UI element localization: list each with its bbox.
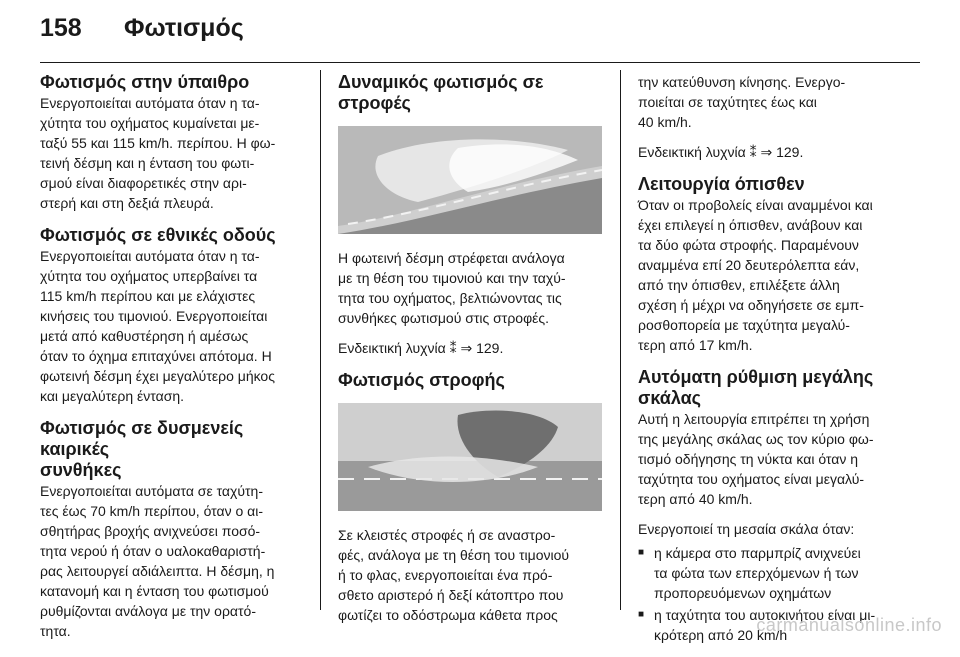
text-line: ταχύτητα του οχήματος είναι μεγαλύ- bbox=[638, 471, 865, 487]
arrow-icon: ⇒ bbox=[760, 144, 773, 160]
reference-text: Ενδεικτική λυχνία bbox=[338, 340, 446, 356]
cornering-light-illustration bbox=[338, 403, 602, 511]
column-1 bbox=[40, 72, 304, 653]
text-line: Ενεργοποιείται αυτόματα σε ταχύτη- bbox=[40, 483, 263, 499]
text-line: σθητήρας βροχής ανιχνεύσει ποσό- bbox=[40, 523, 261, 539]
text-line: φές, ανάλογα με τη θέση του τιμονιού bbox=[338, 547, 570, 563]
page-reference: 129. bbox=[776, 144, 804, 160]
section-heading bbox=[338, 72, 602, 114]
text-line: ροσθοπορεία με ταχύτητα μεγαλύ- bbox=[638, 317, 850, 333]
section-heading bbox=[638, 367, 902, 409]
indicator-lamp-icon: ⁑ bbox=[749, 144, 757, 160]
text-line: σμού είναι διαφορετικές στην αρι- bbox=[40, 175, 247, 191]
text-line: μετά από καθυστέρηση ή αμέσως bbox=[40, 328, 249, 344]
text-line: φωτίζει το οδόστρωμα κάθετα προς bbox=[338, 607, 558, 623]
section-reverse-function bbox=[638, 174, 902, 355]
section-cornering-continued bbox=[638, 72, 902, 162]
heading-line: σκάλας bbox=[638, 388, 702, 408]
section-heading: Λειτουργία όπισθεν bbox=[638, 174, 805, 194]
text-line: χύτητα του οχήματος υπερβαίνει τα bbox=[40, 268, 258, 284]
text-line: τισμό οδήγησης τη νύκτα και όταν η bbox=[638, 451, 859, 467]
text-line: αναμμένα επί 20 δευτερόλεπτα εάν, bbox=[638, 257, 860, 273]
section-auto-high-beam bbox=[638, 367, 902, 645]
text-line: Ενεργοποιεί τη μεσαία σκάλα όταν: bbox=[638, 521, 855, 537]
heading-line: Φωτισμός σε δυσμενείς καιρικές bbox=[40, 418, 244, 459]
text-line: τητα νερού ή όταν ο υαλοκαθαριστή- bbox=[40, 543, 266, 559]
text-line: κατανομή και η ένταση του φωτισμού bbox=[40, 583, 269, 599]
text-line: ποιείται σε ταχύτητες έως και bbox=[638, 94, 817, 110]
column-divider-2 bbox=[620, 70, 621, 610]
text-line: την κατεύθυνση κίνησης. Ενεργο- bbox=[638, 74, 846, 90]
text-line: 40 km/h. bbox=[638, 114, 692, 130]
heading-line: στροφές bbox=[338, 93, 411, 113]
page-reference: 129. bbox=[476, 340, 504, 356]
text-line: της μεγάλης σκάλας ως τον κύριο φω- bbox=[638, 431, 874, 447]
text-line: τητα. bbox=[40, 623, 71, 639]
text-line: τες έως 70 km/h περίπου, όταν ο αι- bbox=[40, 503, 264, 519]
text-line: ρυθμίζονται ανάλογα με την ορατό- bbox=[40, 603, 257, 619]
header-rule bbox=[40, 62, 920, 63]
section-heading: Φωτισμός σε εθνικές οδούς bbox=[40, 225, 276, 245]
page-title: Φωτισμός bbox=[124, 14, 244, 42]
indicator-lamp-icon: ⁑ bbox=[449, 340, 457, 356]
text-line: τητα του οχήματος, βελτιώνοντας τις bbox=[338, 290, 562, 306]
list-item bbox=[638, 543, 902, 603]
text-line: Ενεργοποιείται αυτόματα όταν η τα- bbox=[40, 95, 260, 111]
heading-line: Αυτόματη ρύθμιση μεγάλης bbox=[638, 367, 874, 387]
list-line: προπορευόμενων οχημάτων bbox=[654, 585, 832, 601]
section-adverse-weather-lighting bbox=[40, 418, 304, 641]
arrow-icon: ⇒ bbox=[460, 340, 473, 356]
page-header bbox=[40, 14, 920, 48]
section-motorway-lighting bbox=[40, 225, 304, 406]
text-line: τεινή δέσμη και η ένταση του φωτι- bbox=[40, 155, 255, 171]
section-country-lighting bbox=[40, 72, 304, 213]
text-line: φωτεινή δέσμη έχει μεγαλύτερο μήκος bbox=[40, 368, 275, 384]
text-line: στερή και στη δεξιά πλευρά. bbox=[40, 195, 214, 211]
reference-text: Ενδεικτική λυχνία bbox=[638, 144, 746, 160]
text-line: ρας λειτουργεί αδιάλειπτα. Η δέσμη, η bbox=[40, 563, 275, 579]
text-line: Ενεργοποιείται αυτόματα όταν η τα- bbox=[40, 248, 260, 264]
section-heading bbox=[40, 418, 304, 481]
text-line: 115 km/h περίπου και με ελάχιστες bbox=[40, 288, 256, 304]
text-line: σθετο αριστερό ή δεξί κάτοπτρο που bbox=[338, 587, 564, 603]
indicator-reference bbox=[338, 338, 602, 358]
text-line: έχει επιλεγεί η όπισθεν, ανάβουν και bbox=[638, 217, 863, 233]
section-cornering-text bbox=[338, 525, 602, 625]
text-line: τα δύο φώτα στροφής. Παραμένουν bbox=[638, 237, 859, 253]
list-line: η κάμερα στο παρμπρίζ ανιχνεύει bbox=[654, 545, 861, 561]
text-line: Η φωτεινή δέσμη στρέφεται ανάλογα bbox=[338, 250, 565, 266]
cornering-road-svg bbox=[338, 403, 602, 511]
list-line: η ταχύτητα του αυτοκινήτου είναι μι- bbox=[654, 607, 876, 623]
section-heading: Φωτισμός στροφής bbox=[338, 370, 505, 390]
dynamic-curve-light-illustration bbox=[338, 126, 602, 234]
text-line: τερη από 17 km/h. bbox=[638, 337, 753, 353]
text-line: όταν το όχημα επιταχύνει απότομα. Η bbox=[40, 348, 272, 364]
text-line: με τη θέση του τιμονιού και την ταχύ- bbox=[338, 270, 566, 286]
section-heading: Φωτισμός στην ύπαιθρο bbox=[40, 72, 250, 92]
list-line: κρότερη από 20 km/h bbox=[654, 627, 788, 643]
heading-line: Δυναμικός φωτισμός σε bbox=[338, 72, 544, 92]
list-line: τα φώτα των επερχόμενων ή των bbox=[654, 565, 859, 581]
column-2 bbox=[338, 72, 602, 637]
text-line: Όταν οι προβολείς είναι αναμμένοι και bbox=[638, 197, 873, 213]
text-line: σχέση ή μέχρι να οδηγήσετε σε εμπ- bbox=[638, 297, 864, 313]
text-line: Αυτή η λειτουργία επιτρέπει τη χρήση bbox=[638, 411, 870, 427]
text-line: χύτητα του οχήματος κυμαίνεται με- bbox=[40, 115, 260, 131]
text-line: Σε κλειστές στροφές ή σε αναστρο- bbox=[338, 527, 556, 543]
curve-road-svg bbox=[338, 126, 602, 234]
column-3 bbox=[638, 72, 902, 657]
indicator-reference bbox=[638, 142, 902, 162]
text-line: και μεγαλύτερη ένταση. bbox=[40, 388, 185, 404]
text-line: τερη από 40 km/h. bbox=[638, 491, 753, 507]
text-line: από την όπισθεν, επιλέξετε άλλη bbox=[638, 277, 840, 293]
text-line: ή το φλας, ενεργοποιείται ένα πρό- bbox=[338, 567, 553, 583]
page-number: 158 bbox=[40, 14, 82, 42]
column-divider-1 bbox=[320, 70, 321, 610]
section-dynamic-curve-text bbox=[338, 248, 602, 358]
text-line: συνθήκες φωτισμού στις στροφές. bbox=[338, 310, 550, 326]
heading-line: συνθήκες bbox=[40, 460, 122, 480]
watermark: carmanualsonline.info bbox=[756, 615, 942, 635]
text-line: ταξύ 55 και 115 km/h. περίπου. Η φω- bbox=[40, 135, 276, 151]
text-line: κινήσεις του τιμονιού. Ενεργοποιείται bbox=[40, 308, 268, 324]
